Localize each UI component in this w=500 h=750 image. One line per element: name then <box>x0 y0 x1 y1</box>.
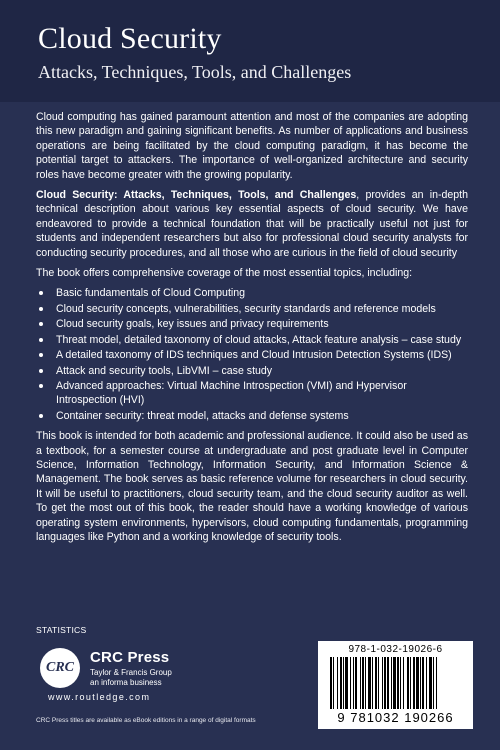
topic-item: Cloud security concepts, vulnerabilities, security standards and reference models <box>36 302 468 316</box>
barcode-bar <box>403 657 404 709</box>
barcode-bar <box>360 657 361 709</box>
description-body <box>36 110 468 550</box>
barcode-bar <box>378 657 379 709</box>
barcode-bar <box>416 657 419 709</box>
barcode-bar <box>426 657 427 709</box>
barcode-bar <box>391 657 392 709</box>
crc-logo-icon: CRC <box>40 648 80 688</box>
barcode-bar <box>340 657 342 709</box>
topic-item: Attack and security tools, LibVMI – case study <box>36 364 468 378</box>
publisher-logo <box>40 648 240 696</box>
barcode-bar <box>337 657 338 709</box>
barcode-bar <box>436 657 437 709</box>
topic-item: Cloud security goals, key issues and privacy requirements <box>36 317 468 331</box>
barcode-bar <box>422 657 424 709</box>
barcode-bar <box>410 657 411 709</box>
barcode-bar <box>420 657 421 709</box>
publisher-website: www.routledge.com <box>48 692 151 702</box>
topic-item: A detailed taxonomy of IDS techniques and Cloud Intrusion Detection Systems (IDS) <box>36 348 468 362</box>
barcode-bar <box>382 657 383 709</box>
topic-item: Container security: threat model, attacks and defense systems <box>36 409 468 423</box>
isbn-barcode <box>318 641 473 729</box>
topic-list <box>36 286 468 423</box>
barcode-bar <box>368 657 371 709</box>
book-subtitle: Attacks, Techniques, Tools, and Challenges <box>38 62 352 82</box>
barcode-bar <box>330 657 332 709</box>
barcode-bar <box>343 657 344 709</box>
barcode-bar <box>397 657 399 709</box>
barcode-bar <box>393 657 396 709</box>
coverage-intro: The book offers comprehensive coverage of the most essential topics, including: <box>36 267 413 280</box>
barcode-bar <box>372 657 373 709</box>
summary-text: , provides an in-depth technical description about various key essential aspects of cloud security. We have endeavored to provide a technical foundation that will be practically useful not just for students and independent researchers but also for professional cloud security analysts for conducting security procedures, and all those who are curious in the field of cloud security <box>36 189 468 259</box>
barcode-bar <box>429 657 432 709</box>
topic-item: Threat model, detailed taxonomy of cloud attacks, Attack feature analysis – case study <box>36 333 468 347</box>
barcode-bar <box>387 657 389 709</box>
barcode-bar <box>433 657 434 709</box>
barcode-bar <box>384 657 386 709</box>
book-title: Cloud Security <box>38 22 222 55</box>
barcode-bars <box>328 657 463 709</box>
publisher-group: Taylor & Francis Group <box>90 668 172 677</box>
barcode-bar <box>355 657 357 709</box>
barcode-bar <box>400 657 401 709</box>
publisher-name: CRC Press <box>90 649 170 666</box>
topic-item: Advanced approaches: Virtual Machine Introspection (VMI) and Hypervisor Introspection (HVI) <box>36 379 468 408</box>
ebook-note: CRC Press titles are available as eBook editions in a range of digital formats <box>36 717 256 724</box>
barcode-bar <box>407 657 409 709</box>
barcode-bar <box>350 657 351 709</box>
barcode-bar <box>362 657 364 709</box>
barcode-bar <box>413 657 415 709</box>
barcode-bar <box>365 657 366 709</box>
isbn-digits: 9 781032 190266 <box>337 710 454 725</box>
barcode-bar <box>375 657 377 709</box>
barcode-bar <box>333 657 334 709</box>
subject-category: STATISTICS <box>36 625 87 635</box>
publisher-business: an informa business <box>90 678 162 687</box>
summary-title: Cloud Security: Attacks, Techniques, Tools, and Challenges <box>36 189 357 202</box>
barcode-bar <box>353 657 354 709</box>
audience-paragraph: This book is intended for both academic and professional audience. It could also be used as a textbook, for a semester course at undergraduate and post graduate level in Computer Science, Information Technology, Information Security, and Information Science & Management. The book serves as basic reference volume for researchers in cloud security. It will be useful to practitioners, cloud security team, and the cloud security auditor as well. To get the most out of this book, the reader should have a working knowledge of various operating system environments, hypervisors, cloud computing fundamentals, programming languages like Python and a working knowledge of security tools. <box>36 430 468 543</box>
intro-paragraph: Cloud computing has gained paramount attention and most of the companies are adopting this new paradigm and gaining significant benefits. As number of applications and business operations are being facilitated by the cloud computing paradigm, it has become the potential target to attackers. The importance of well-organized architecture and security roles have become greater with the growing popularity. <box>36 111 468 181</box>
summary-paragraph <box>36 188 468 260</box>
barcode-bar <box>345 657 348 709</box>
isbn-number: 978-1-032-19026-6 <box>348 644 443 655</box>
topic-item: Basic fundamentals of Cloud Computing <box>36 286 468 300</box>
